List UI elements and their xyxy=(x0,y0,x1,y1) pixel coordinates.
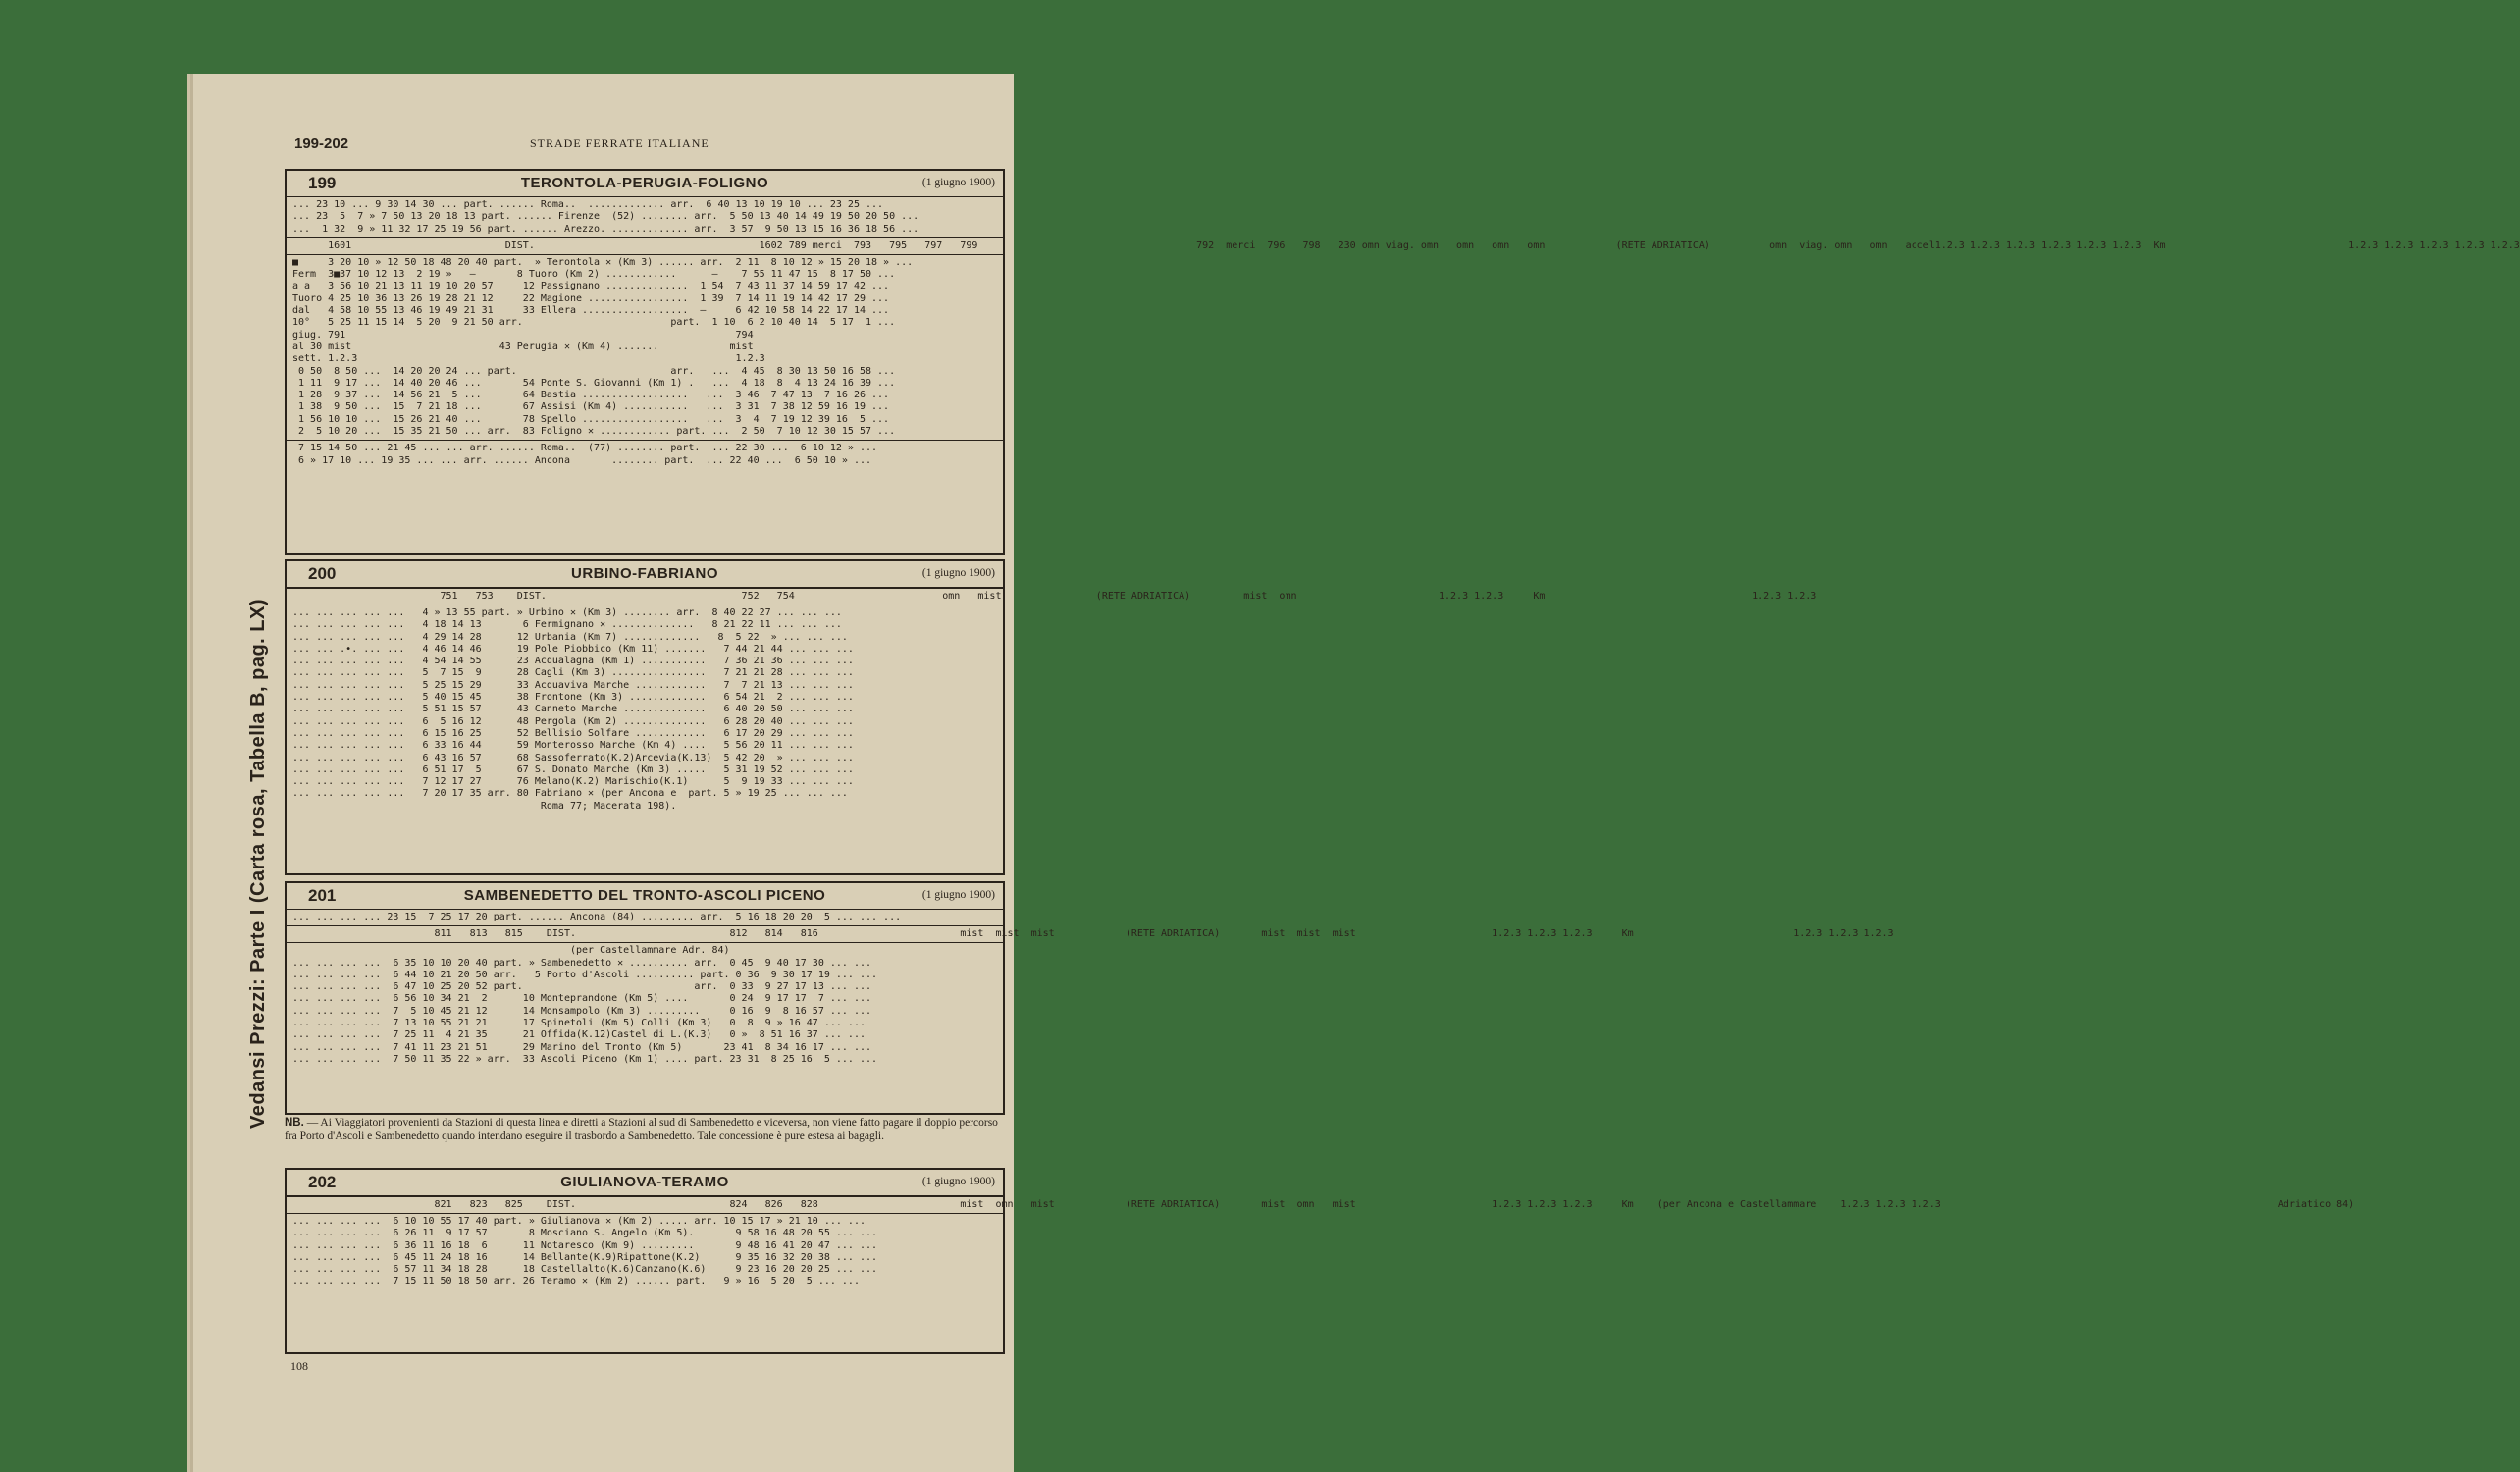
side-reference-note xyxy=(247,599,270,1129)
section-header xyxy=(287,883,1003,910)
section-header xyxy=(287,1170,1003,1196)
table-row: 751 753 DIST. 752 754 xyxy=(292,591,795,602)
table-row: mist mist mist (RETE ADRIATICA) mist mist mist xyxy=(817,928,1356,940)
section-date: (1 giugno 1900) xyxy=(921,889,995,901)
table-row: 6 » 17 10 ... 19 35 ... ... arr. ...... Ancona ........ part. ... 22 40 ... 6 50 10 » ... xyxy=(292,454,872,466)
section-title: SAMBENEDETTO DEL TRONTO-ASCOLI PICENO xyxy=(463,887,826,904)
table-row: ... ... ... ... ... 7 20 17 35 arr. 80 Fabriano ✕ (per Ancona e part. 5 » 19 25 ... ... ... xyxy=(292,788,848,800)
section-title: URBINO-FABRIANO xyxy=(571,565,718,582)
section-number: 201 xyxy=(308,886,337,905)
page-number: 108 xyxy=(290,1359,308,1373)
table-row: Ferm 3■37 10 12 13 2 19 » — 8 Tuoro (Km 2) ............ — 7 55 11 47 15 8 17 50 ... xyxy=(292,269,896,281)
table-row: ... ... ... ... ... 6 51 17 5 67 S. Donato Marche (Km 3) ..... 5 31 19 52 ... ... ... xyxy=(292,763,854,775)
table-row: 1 11 9 17 ... 14 40 20 46 ... 54 Ponte S. Giovanni (Km 1) . ... 4 18 8 4 13 24 16 39 ... xyxy=(292,377,896,389)
table-row: a a 3 56 10 21 13 11 19 10 20 57 12 Passignano .............. 1 54 7 43 11 37 14 59 17 42 ... xyxy=(292,281,890,292)
table-row: ... ... ... ... ... 6 33 16 44 59 Monterosso Marche (Km 4) .... 5 56 20 11 ... ... ... xyxy=(292,740,854,752)
table-row: ... ... ... ... 7 13 10 55 21 21 17 Spinetoli (Km 5) Colli (Km 3) 0 8 9 » 16 47 ... ... xyxy=(292,1018,866,1029)
table-row: ... ... ... ... 7 50 11 35 22 » arr. 33 Ascoli Piceno (Km 1) .... part. 23 31 8 25 16 5 ... ... xyxy=(292,1053,878,1065)
station-rows xyxy=(287,942,1003,1068)
footnote-label: NB. xyxy=(285,1117,304,1129)
connection-rows-top xyxy=(287,910,1003,925)
table-row: 1 38 9 50 ... 15 7 21 18 ... 67 Assisi (Km 4) ........... ... 3 31 7 38 12 59 16 19 ... xyxy=(292,401,890,413)
table-row: dal 4 58 10 55 13 46 19 49 21 31 33 Ellera .................. — 6 42 10 58 14 22 17 14 ... xyxy=(292,305,890,317)
table-row: 2 5 10 20 ... 15 35 21 50 ... arr. 83 Foligno ✕ ............ part. ... 2 50 7 10 12 30 15 57 ... xyxy=(292,426,896,438)
table-row: ... ... ... ... 6 56 10 34 21 2 10 Monteprandone (Km 5) .... 0 24 9 17 17 7 ... ... xyxy=(292,993,872,1005)
column-headers xyxy=(287,925,1894,942)
table-row: 1 28 9 37 ... 14 56 21 5 ... 64 Bastia .................. ... 3 46 7 47 13 7 16 26 ... xyxy=(292,390,890,401)
table-row: ... ... ... ... ... 5 25 15 29 33 Acquaviva Marche ............ 7 7 21 13 ... ... ... xyxy=(292,679,854,691)
section-date: (1 giugno 1900) xyxy=(921,567,995,579)
table-row: ... ... ... ... 6 10 10 55 17 40 part. » Giulianova ✕ (Km 2) ..... arr. 10 15 17 » 21 10 ... ... xyxy=(292,1216,866,1227)
table-row: ... ... ... ... ... 6 5 16 12 48 Pergola (Km 2) .............. 6 28 20 40 ... ... ... xyxy=(292,715,854,727)
table-row: ... ... ... ... ... 5 40 15 45 38 Frontone (Km 3) ............. 6 54 21 2 ... ... ... xyxy=(292,692,854,704)
station-rows xyxy=(287,1213,1003,1290)
timetable-200 xyxy=(285,559,1817,875)
section-number: 200 xyxy=(308,564,337,583)
page-header-title: STRADE FERRATE ITALIANE xyxy=(530,136,709,150)
table-row: 1.2.3 1.2.3 1.2.3 1.2.3 1.2.3 1.2.3 Km 1.2.3 1.2.3 1.2.3 1.2.3 1.2.3 xyxy=(1934,239,2520,251)
column-headers xyxy=(287,588,1817,605)
table-row: 1601 DIST. 1602 xyxy=(292,239,783,251)
table-row: ... ... ... ... 6 57 11 34 18 28 18 Castellalto(K.6)Canzano(K.6) 9 23 16 20 20 25 ... ... xyxy=(292,1264,878,1276)
footnote xyxy=(285,1117,1001,1143)
table-row: ... ... ... ... 6 35 10 10 20 40 part. » Sambenedetto ✕ .......... arr. 0 45 9 40 17 30 ... ... xyxy=(292,957,872,969)
table-row: ... 23 5 7 » 7 50 13 20 18 13 part. ...... Firenze (52) ........ arr. 5 50 13 40 14 49 19 50 20 50 ... xyxy=(292,211,919,223)
footnote-text: — Ai Viaggiatori provenienti da Stazioni di questa linea e diretti a Stazioni al sud di Sambenedetto e viceversa, non viene fatto pagare il doppio percorso fra Porto d'Ascoli e Sambenedetto quando intendano eseguire il trasbordo a Sambenedetto. Tale concessione è pure estesa ai bagagli. xyxy=(285,1117,998,1142)
column-headers xyxy=(287,237,2520,254)
table-row: sett. 1.2.3 1.2.3 xyxy=(292,353,765,365)
table-row: ... ... ... ... ... 4 18 14 13 6 Fermignano ✕ .............. 8 21 22 11 ... ... ... xyxy=(292,619,842,631)
table-row: ... ... ... ... 6 47 10 25 20 52 part. arr. 0 33 9 27 17 13 ... ... xyxy=(292,981,872,993)
table-row: 0 50 8 50 ... 14 20 20 24 ... part. arr. ... 4 45 8 30 13 50 16 58 ... xyxy=(292,365,896,377)
table-row: ... ... ... ... 7 5 10 45 21 12 14 Monsampolo (Km 3) ......... 0 16 9 8 16 57 ... ... xyxy=(292,1005,872,1017)
table-row: 821 823 825 DIST. 824 826 828 xyxy=(292,1199,818,1210)
table-row: ... ... ... ... 6 36 11 16 18 6 11 Notaresco (Km 9) ......... 9 48 16 41 20 47 ... ... xyxy=(292,1239,878,1251)
table-row: ... 1 32 9 » 11 32 17 25 19 56 part. ...... Arezzo. ............. arr. 3 57 9 50 13 15 16 36 18 56 ... xyxy=(292,223,919,235)
table-row: ... ... ... ... ... 7 12 17 27 76 Melano(K.2) Marischio(K.1) 5 9 19 33 ... ... ... xyxy=(292,776,854,788)
table-row: 1.2.3 1.2.3 1.2.3 Km (per Ancona e Castellammare 1.2.3 1.2.3 1.2.3 xyxy=(1355,1199,1941,1210)
table-row: Tuoro 4 25 10 36 13 26 19 28 21 12 22 Magione ................. 1 39 7 14 11 19 14 42 17 29 ... xyxy=(292,292,890,304)
table-row: Roma 77; Macerata 198). xyxy=(292,800,677,812)
table-row: 1 56 10 10 ... 15 26 21 40 ... 78 Spello .................. ... 3 4 7 19 12 39 16 5 ... xyxy=(292,413,890,425)
connection-rows-bottom xyxy=(287,440,1003,469)
timetable-202 xyxy=(285,1168,2355,1354)
table-row: ... ... ... ... 6 45 11 24 18 16 14 Bellante(K.9)Ripattone(K.2) 9 35 16 32 20 38 ... ... xyxy=(292,1251,878,1263)
station-rows xyxy=(287,254,1003,440)
table-row: 7 15 14 50 ... 21 45 ... ... arr. ...... Roma.. (77) ........ part. ... 22 30 ... 6 10 12 » ... xyxy=(292,443,878,454)
section-header xyxy=(287,171,1003,197)
table-row: 10° 5 25 11 15 14 5 20 9 21 50 arr. part. 1 10 6 2 10 40 14 5 17 1 ... xyxy=(292,317,896,329)
table-row: ... ... ... ... ... 6 15 16 25 52 Bellisio Solfare ............ 6 17 20 29 ... ... ... xyxy=(292,727,854,739)
table-row: 789 merci 793 795 797 799 792 merci 796 798 230 xyxy=(782,239,1356,251)
table-row: ... ... ... ... 6 44 10 21 20 50 arr. 5 Porto d'Ascoli .......... part. 0 36 9 30 17 19 ... ... xyxy=(292,969,878,980)
table-row: al 30 mist 43 Perugia ✕ (Km 4) ....... mist xyxy=(292,341,754,352)
table-row: omn viag. omn omn omn omn (RETE ADRIATICA) omn viag. omn omn accel xyxy=(1355,239,1935,251)
table-row: ... ... ... ... 7 15 11 50 18 50 arr. 26 Teramo ✕ (Km 2) ...... part. 9 » 16 5 20 5 ... ... xyxy=(292,1276,860,1288)
table-row: ... ... ... ... ... 6 43 16 57 68 Sassoferrato(K.2)Arcevia(K.13) 5 42 20 » ... ... ... xyxy=(292,752,854,763)
running-head xyxy=(294,135,1001,151)
table-row: ... ... ... ... 7 41 11 23 21 51 29 Marino del Tronto (Km 5) 23 41 8 34 16 17 ... ... xyxy=(292,1041,872,1053)
connection-rows-top xyxy=(287,197,1003,237)
section-header xyxy=(287,561,1003,588)
table-row: omn mist (RETE ADRIATICA) mist omn xyxy=(794,591,1297,602)
section-title: GIULIANOVA-TERAMO xyxy=(560,1174,729,1190)
table-row: giug. 791 794 xyxy=(292,329,754,341)
station-rows xyxy=(287,605,1003,815)
table-row: ... ... .•. ... ... 4 46 14 46 19 Pole Piobbico (Km 11) ....... 7 44 21 44 ... ... ... xyxy=(292,643,854,655)
table-row: 1.2.3 1.2.3 Km 1.2.3 1.2.3 xyxy=(1296,591,1817,602)
page-range: 199-202 xyxy=(294,135,349,152)
table-row: mist omn mist (RETE ADRIATICA) mist omn mist xyxy=(817,1199,1356,1210)
table-row: ... ... ... ... ... 5 51 15 57 43 Canneto Marche .............. 6 40 20 50 ... ... ... xyxy=(292,704,854,715)
section-title: TERONTOLA-PERUGIA-FOLIGNO xyxy=(520,175,769,191)
column-headers xyxy=(287,1196,2355,1213)
table-row: ... ... ... ... ... 4 » 13 55 part. » Urbino ✕ (Km 3) ........ arr. 8 40 22 27 ... ... ... xyxy=(292,607,842,618)
table-row: 811 813 815 DIST. 812 814 816 xyxy=(292,928,818,940)
table-row: ... ... ... ... ... 4 29 14 28 12 Urbania (Km 7) ............. 8 5 22 » ... ... ... xyxy=(292,631,848,643)
table-row: ■ 3 20 10 » 12 50 18 48 20 40 part. » Terontola ✕ (Km 3) ...... arr. 2 11 8 10 12 » 15 20 18 » ... xyxy=(292,256,914,268)
table-row: ... ... ... ... 23 15 7 25 17 20 part. ...... Ancona (84) ......... arr. 5 16 18 20 20 5 ... ... ... xyxy=(292,912,902,922)
table-row: ... ... ... ... 6 26 11 9 17 57 8 Mosciano S. Angelo (Km 5). 9 58 16 48 20 55 ... ... xyxy=(292,1228,878,1239)
table-row: ... 23 10 ... 9 30 14 30 ... part. ...... Roma.. ............. arr. 6 40 13 10 19 10 ... 23 25 ... xyxy=(292,199,884,210)
section-number: 199 xyxy=(308,174,337,192)
section-date: (1 giugno 1900) xyxy=(921,1176,995,1187)
timetable-199 xyxy=(285,169,2520,555)
table-row: ... ... ... ... ... 5 7 15 9 28 Cagli (Km 3) ................ 7 21 21 28 ... ... ... xyxy=(292,667,854,679)
section-date: (1 giugno 1900) xyxy=(921,177,995,188)
table-row: ... ... ... ... 7 25 11 4 21 35 21 Offida(K.12)Castel di L.(K.3) 0 » 8 51 16 37 ... ... xyxy=(292,1029,866,1041)
table-row: 1.2.3 1.2.3 1.2.3 Km 1.2.3 1.2.3 1.2.3 xyxy=(1355,928,1894,940)
timetable-201 xyxy=(285,881,1894,1115)
table-row: ... ... ... ... ... 4 54 14 55 23 Acqualagna (Km 1) ........... 7 36 21 36 ... ... ... xyxy=(292,656,854,667)
side-note-text: Vedansi Prezzi: Parte I (Carta rosa, Tabella B, pag. LX) xyxy=(247,598,269,1129)
table-row: Adriatico 84) xyxy=(1940,1199,2355,1210)
table-row: (per Castellammare Adr. 84) xyxy=(292,945,730,957)
section-number: 202 xyxy=(308,1173,337,1191)
